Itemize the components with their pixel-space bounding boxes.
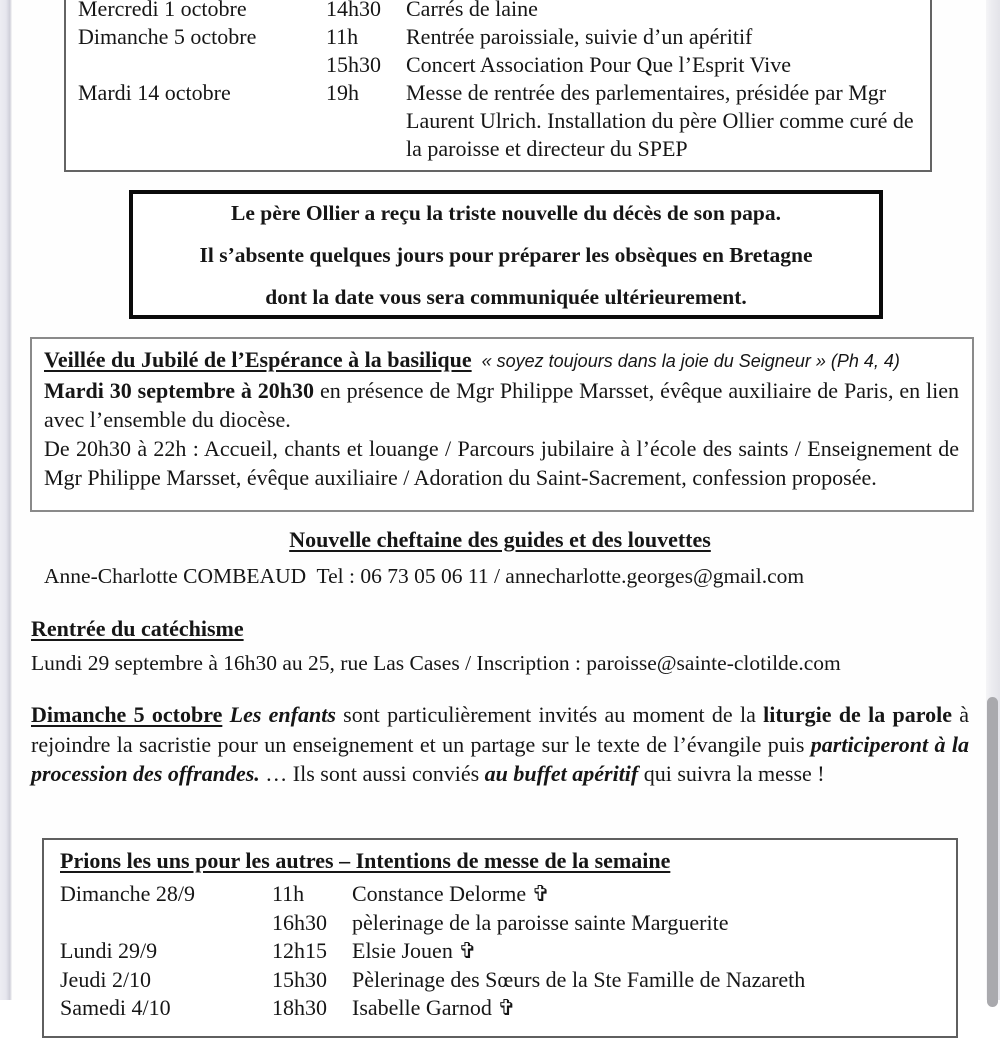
- vigil-title: Veillée du Jubilé de l’Espérance à la basilique: [44, 347, 472, 372]
- notice-line: Il s’absente quelques jours pour préparer les obsèques en Bretagne: [199, 242, 813, 267]
- vigil-box: [30, 337, 974, 512]
- table-cell-desc: Messe de rentrée des parlementaires, présidée par Mgr Laurent Ulrich. Installation du père Ollier comme curé de la paroisse et directeur du SPEP: [406, 80, 914, 161]
- text-segment: à rejoindre la sacristie pour un enseignement et un partage sur le texte de l’évangile puis: [31, 702, 970, 757]
- table-cell-date: Lundi 29/9: [60, 938, 158, 963]
- text-segment: … Ils sont aussi conviés: [259, 761, 485, 786]
- intentions-table: [42, 838, 958, 1038]
- text-segment: Dimanche 5 octobre: [31, 702, 223, 727]
- agenda-table: [64, 0, 932, 172]
- agenda-table-grid: [78, 0, 922, 163]
- table-cell-desc: Elsie Jouen ✞: [352, 938, 477, 963]
- table-cell-desc: Rentrée paroissiale, suivie d’un apéritif: [406, 24, 753, 49]
- table-cell-date: [78, 51, 326, 79]
- text-segment: [222, 702, 229, 727]
- table-cell-time: 19h: [326, 80, 359, 105]
- table-cell-time: 14h30: [326, 0, 381, 21]
- cheftaine-title-text: Nouvelle cheftaine des guides et des louvettes: [289, 527, 711, 552]
- text-segment: qui suivra la messe !: [638, 761, 825, 786]
- table-cell-desc: Isabelle Garnod ✞: [352, 995, 516, 1020]
- catechisme-title-text: Rentrée du catéchisme: [31, 616, 244, 641]
- text-segment: sont particulièrement invités au moment de la: [335, 702, 764, 727]
- table-cell-date: Mercredi 1 octobre: [78, 0, 247, 21]
- vigil-scripture-quote: « soyez toujours dans la joie du Seigneur » (Ph 4, 4): [481, 351, 900, 371]
- vigil-program: De 20h30 à 22h : Accueil, chants et louange / Parcours jubilaire à l’école des saints / Enseignement de Mgr Philippe Marsset, évêque auxiliaire / Adoration du Saint-Sacrement, confession proposée.: [44, 436, 959, 490]
- table-cell-desc: Carrés de laine: [406, 0, 538, 21]
- catechisme-body-line: Lundi 29 septembre à 16h30 au 25, rue Las Cases / Inscription : paroisse@sainte-clotilde.com: [31, 651, 841, 675]
- table-cell-time: 11h: [326, 24, 359, 49]
- scrollbar-thumb[interactable]: [987, 697, 998, 1007]
- catechisme-section-title: [31, 616, 244, 642]
- table-cell-time: 18h30: [272, 995, 327, 1020]
- table-cell-date: Samedi 4/10: [60, 995, 171, 1020]
- table-cell-date: Jeudi 2/10: [60, 966, 152, 992]
- table-cell-time: 15h30: [272, 966, 327, 992]
- table-cell-time: 16h30: [272, 909, 327, 935]
- vigil-title-line: [44, 345, 959, 376]
- table-cell-time: 12h15: [272, 938, 327, 963]
- text-segment: participeront à la procession des offrandes.: [31, 731, 969, 786]
- table-cell-desc: pèlerinage de la paroisse sainte Marguerite: [352, 909, 729, 935]
- scrollbar-track[interactable]: [986, 0, 1000, 1000]
- vigil-lead-rest: en présence de Mgr Philippe Marsset, évêque auxiliaire de Paris, en lien avec l’ensemble du diocèse.: [44, 378, 960, 432]
- notice-line: Le père Ollier a reçu la triste nouvelle du décès de son papa.: [230, 200, 781, 225]
- intentions-table-grid: [60, 880, 946, 1023]
- children-paragraph: [31, 700, 969, 789]
- page-left-edge-shadow: [0, 0, 12, 1000]
- table-cell-date: Mardi 14 octobre: [78, 80, 231, 105]
- table-cell-desc: Pèlerinage des Sœurs de la Ste Famille de Nazareth: [352, 966, 806, 992]
- table-cell-time: 15h30: [326, 52, 381, 77]
- condolence-notice-box: [129, 190, 883, 319]
- text-segment: liturgie de la parole: [763, 702, 952, 727]
- intentions-title-text: Prions les uns pour les autres – Intentions de messe de la semaine: [60, 848, 671, 873]
- text-segment: Les enfants: [229, 702, 336, 727]
- text-segment: au buffet apéritif: [484, 761, 639, 786]
- notice-line: dont la date vous sera communiquée ultérieurement.: [265, 284, 747, 309]
- cheftaine-section-title: [0, 527, 1000, 553]
- vigil-date: Mardi 30 septembre à 20h30: [44, 378, 315, 403]
- vigil-lead-paragraph: [44, 376, 959, 434]
- intentions-title: [60, 848, 946, 874]
- table-cell-desc: Concert Association Pour Que l’Esprit Vive: [406, 52, 792, 77]
- cheftaine-contact-line: Anne-Charlotte COMBEAUD Tel : 06 73 05 06 11 / annecharlotte.georges@gmail.com: [44, 564, 805, 588]
- table-cell-desc: Constance Delorme ✞: [352, 881, 551, 906]
- table-cell-time: 11h: [272, 881, 305, 906]
- table-cell-date: Dimanche 5 octobre: [78, 24, 257, 49]
- table-cell-date: [60, 909, 272, 938]
- table-cell-date: Dimanche 28/9: [60, 881, 196, 906]
